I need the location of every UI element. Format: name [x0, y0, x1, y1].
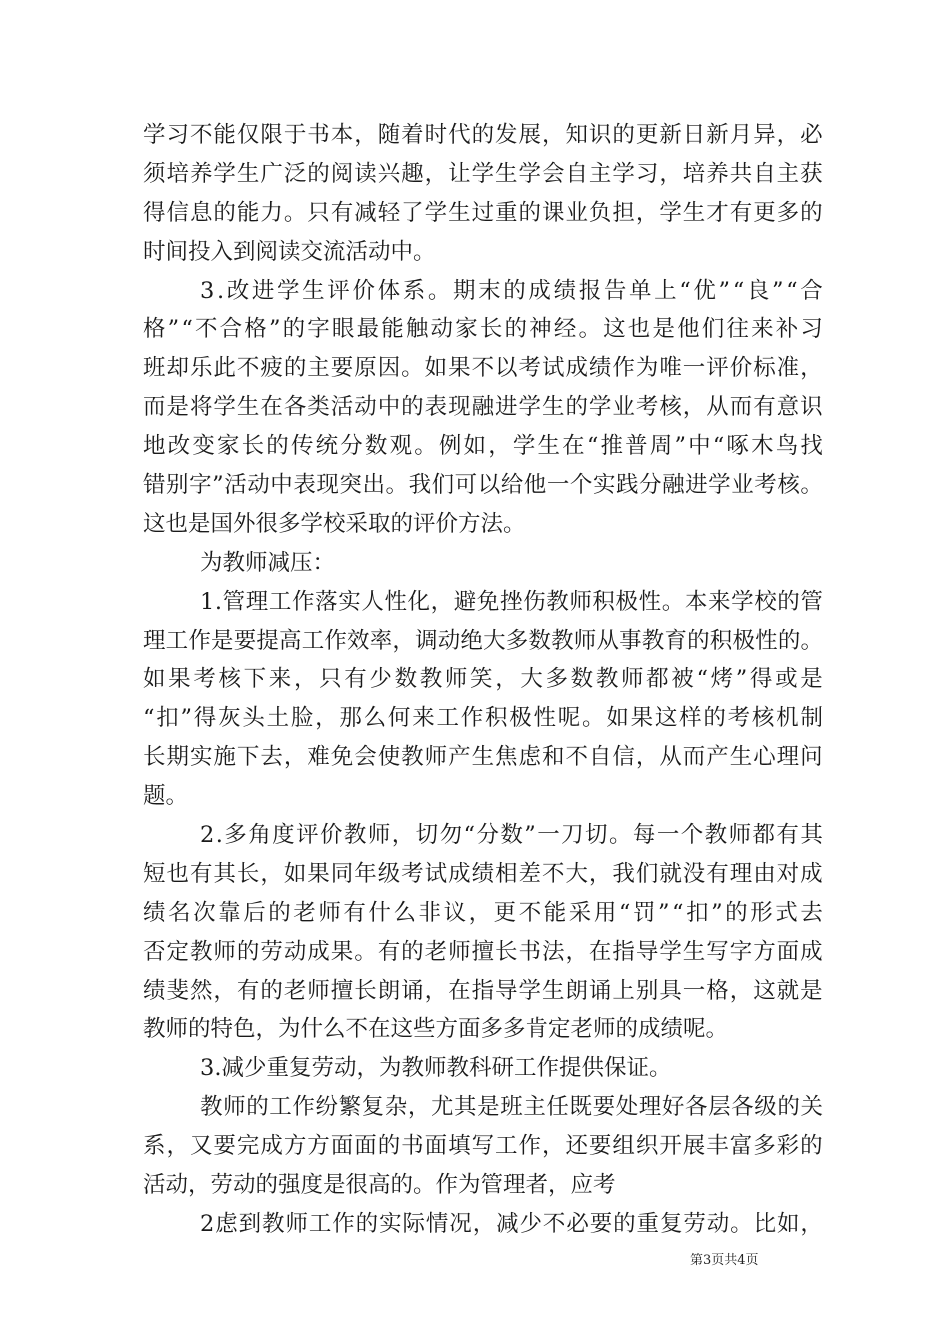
text-line: 短 也 有 其 长 ， 如 果 同 年 级 考 试 成 绩 相 差 不 大 ， 我 们 就 没 有 理 由 对 成 — [143, 860, 823, 887]
text-line: 教 师 的 工 作 纷 繁 复 杂 ， 尤 其 是 班 主 任 既 要 处 理 好 各 层 各 级 的 关 — [200, 1094, 823, 1121]
text-line: 绩 斐 然 ， 有 的 老 师 擅 长 朗 诵 ， 在 指 导 学 生 朗 诵 上 别 具 一 格 ， 这 就 是 — [143, 977, 823, 1004]
text-line: 题。 — [143, 783, 189, 810]
text-line: 理 工 作 是 要 提 高 工 作 效 率 ， 调 动 绝 大 多 数 教 师 从 事 教 育 的 积 极 性 的 。 — [143, 627, 823, 654]
text-line: 3.减少重复劳动，为教师教科研工作提供保证。 — [200, 1055, 672, 1082]
text-line: 2 . 多 角 度 评 价 教 师 ， 切 勿 “ 分 数 ” 一 刀 切 。 每 一 个 教 师 都 有 其 — [200, 822, 823, 849]
text-line: 得 信 息 的 能 力 。 只 有 减 轻 了 学 生 过 重 的 课 业 负 担 ， 学 生 才 有 更 多 的 — [143, 199, 823, 226]
text-line: 活动，劳动的强度是很高的。作为管理者，应考 — [143, 1172, 616, 1199]
text-line: 绩 名 次 靠 后 的 老 师 有 什 么 非 议 ， 更 不 能 采 用 “ 罚 ” “ 扣 ” 的 形 式 去 — [143, 899, 823, 926]
body-text — [143, 116, 823, 1244]
page-number-footer: 第3页共4页 — [690, 1253, 759, 1268]
text-line: 如 果 考 核 下 来 ， 只 有 少 数 教 师 笑 ， 大 多 数 教 师 都 被 “ 烤 ” 得 或 是 — [143, 666, 823, 693]
text-line: 教师的特色，为什么不在这些方面多多肯定老师的成绩呢。 — [143, 1016, 729, 1043]
text-line: 这也是国外很多学校采取的评价方法。 — [143, 510, 526, 537]
text-line: 地 改 变 家 长 的 传 统 分 数 观 。 例 如 ， 学 生 在 “ 推 普 周 ” 中 “ 啄 木 鸟 找 — [143, 433, 823, 460]
text-line: 格 ” “ 不 合 格 ” 的 字 眼 最 能 触 动 家 长 的 神 经 。 这 也 是 他 们 往 来 补 习 — [143, 316, 823, 343]
text-line: “ 扣 ” 得 灰 头 土 脸 ， 那 么 何 来 工 作 积 极 性 呢 。 如 果 这 样 的 考 核 机 制 — [143, 705, 823, 732]
text-line: 学 习 不 能 仅 限 于 书 本 ， 随 着 时 代 的 发 展 ， 知 识 的 更 新 日 新 月 异 ， 必 — [143, 122, 823, 148]
text-line: 时间投入到阅读交流活动中。 — [143, 238, 436, 265]
text-line: 须 培 养 学 生 广 泛 的 阅 读 兴 趣 ， 让 学 生 学 会 自 主 学 习 ， 培 养 共 自 主 获 — [143, 160, 823, 187]
text-line: 错 别 字 ” 活 动 中 表 现 突 出 。 我 们 可 以 给 他 一 个 实 践 分 融 进 学 业 考 核 。 — [143, 472, 823, 499]
text-line: 系 ， 又 要 完 成 方 方 面 面 的 书 面 填 写 工 作 ， 还 要 组 织 开 展 丰 富 多 彩 的 — [143, 1133, 823, 1160]
text-line: 为教师减压： — [200, 549, 336, 576]
text-line: 3 . 改 进 学 生 评 价 体 系 。 期 末 的 成 绩 报 告 单 上 “ 优 ” “ 良 ” “ 合 — [200, 277, 823, 304]
text-line: 否 定 教 师 的 劳 动 成 果 。 有 的 老 师 擅 长 书 法 ， 在 指 导 学 生 写 字 方 面 成 — [143, 938, 823, 965]
text-line: 而 是 将 学 生 在 各 类 活 动 中 的 表 现 融 进 学 生 的 学 业 考 核 ， 从 而 有 意 识 — [143, 394, 823, 421]
text-line: 2 虑 到 教 师 工 作 的 实 际 情 况 ， 减 少 不 必 要 的 重 复 劳 动 。 比 如 ， — [200, 1210, 823, 1237]
text-line: 1 . 管 理 工 作 落 实 人 性 化 ， 避 免 挫 伤 教 师 积 极 性 。 本 来 学 校 的 管 — [200, 588, 823, 615]
text-line: 长 期 实 施 下 去 ， 难 免 会 使 教 师 产 生 焦 虑 和 不 自 信 ， 从 而 产 生 心 理 问 — [143, 744, 823, 771]
text-line: 班 却 乐 此 不 疲 的 主 要 原 因 。 如 果 不 以 考 试 成 绩 作 为 唯 一 评 价 标 准 ， — [143, 355, 823, 382]
